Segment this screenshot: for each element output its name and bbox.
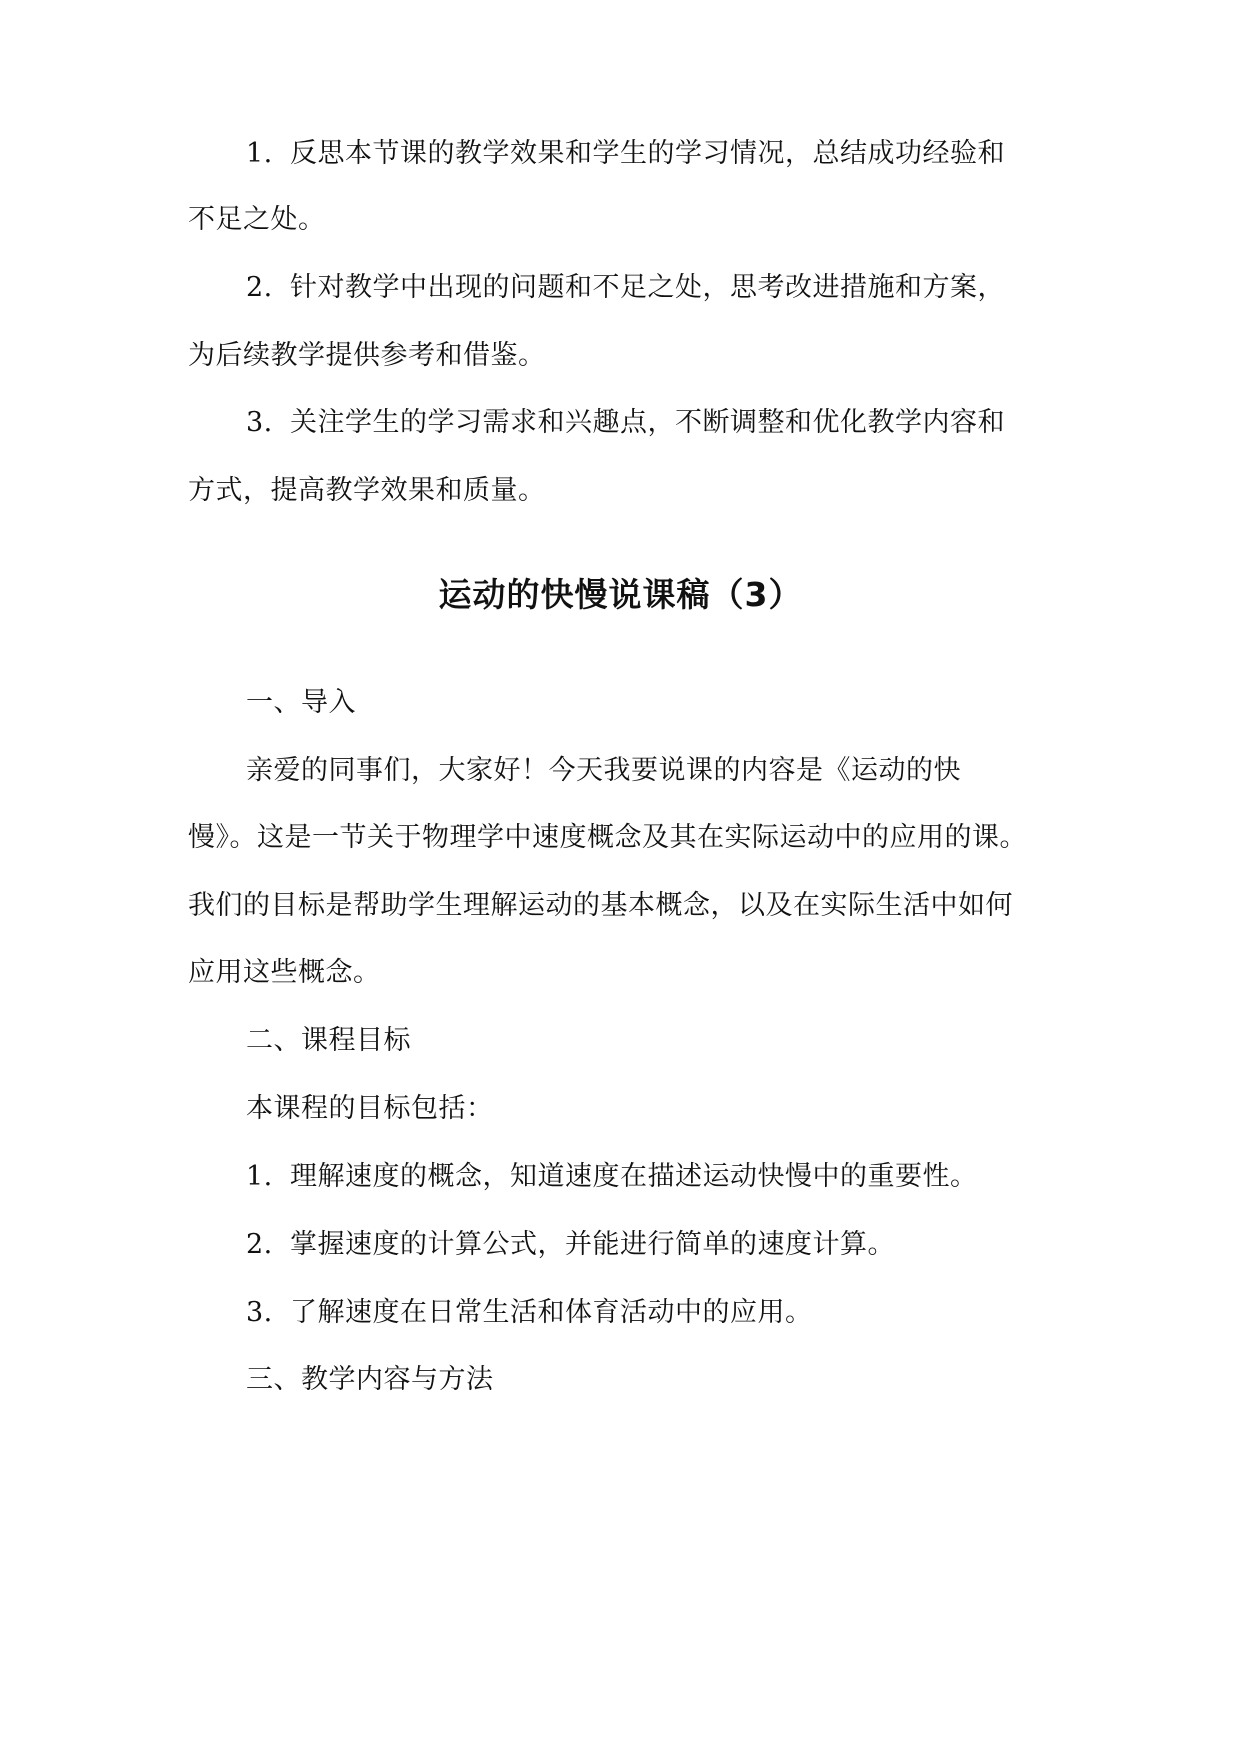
top-list-item-1-line2: 不足之处。: [188, 204, 326, 235]
section2-intro: 本课程的目标包括：: [246, 1093, 494, 1124]
section2-item-2-number: 2.: [246, 1229, 273, 1260]
top-list-item-2-line2: 为后续教学提供参考和借鉴。: [188, 340, 546, 371]
section1-paragraph-line2: 慢》。这是一节关于物理学中速度概念及其在实际运动中的应用的课。: [188, 822, 1027, 853]
top-list-item-1-line1: [246, 136, 1005, 172]
section3-heading: 三、教学内容与方法: [246, 1364, 494, 1395]
top-list-item-1-text: 反思本节课的教学效果和学生的学习情况，总结成功经验和: [290, 138, 1005, 169]
top-list-item-2-line1: [246, 270, 1005, 306]
section2-item-1-text: 理解速度的概念，知道速度在描述运动快慢中的重要性。: [290, 1161, 978, 1192]
section1-heading: 一、导入: [246, 687, 356, 718]
top-list-item-3-line2: 方式，提高教学效果和质量。: [188, 475, 546, 506]
section2-item-1: [246, 1159, 978, 1195]
section1-paragraph-line1: 亲爱的同事们，大家好！今天我要说课的内容是《运动的快: [246, 755, 961, 786]
top-list-item-3-line1: [246, 405, 1005, 441]
section1-paragraph-line3: 我们的目标是帮助学生理解运动的基本概念，以及在实际生活中如何: [188, 890, 1013, 921]
section2-heading: 二、课程目标: [246, 1025, 411, 1056]
top-list-item-2-number: 2.: [246, 272, 273, 303]
section2-item-1-number: 1.: [246, 1161, 273, 1192]
section1-paragraph-line4: 应用这些概念。: [188, 957, 381, 988]
top-list-item-3-number: 3.: [246, 407, 273, 438]
section2-item-3: [246, 1295, 813, 1331]
section2-item-3-text: 了解速度在日常生活和体育活动中的应用。: [290, 1297, 813, 1328]
top-list-item-3-text: 关注学生的学习需求和兴趣点，不断调整和优化教学内容和: [290, 407, 1005, 438]
top-list-item-1-number: 1.: [246, 138, 273, 169]
top-list-item-2-text: 针对教学中出现的问题和不足之处，思考改进措施和方案，: [290, 272, 1005, 303]
section2-item-2-text: 掌握速度的计算公式，并能进行简单的速度计算。: [290, 1229, 895, 1260]
section2-item-2: [246, 1227, 895, 1263]
document-title: 运动的快慢说课稿（3）: [438, 575, 803, 614]
section2-item-3-number: 3.: [246, 1297, 273, 1328]
